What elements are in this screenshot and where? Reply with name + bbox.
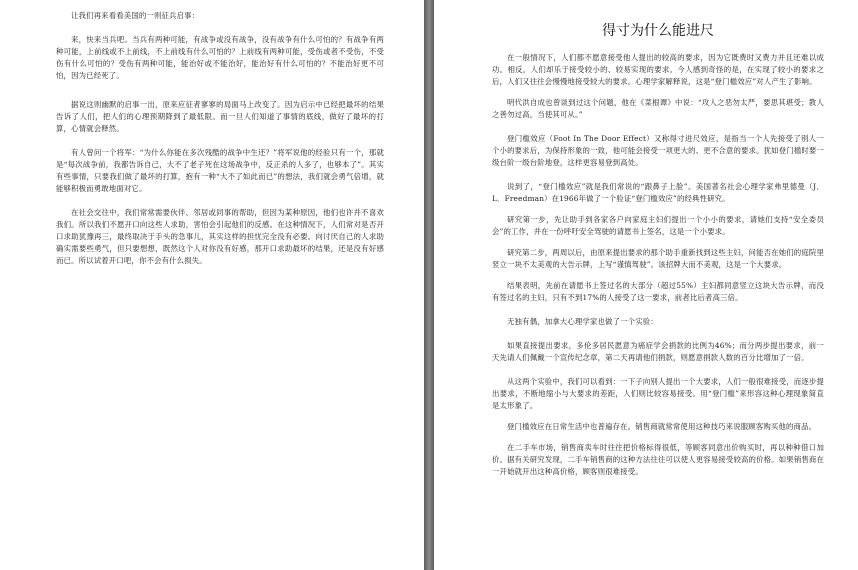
paragraph: 明代洪自成也曾谈到过这个问题，他在《菜根谭》中说：“攻人之恶勿太严，要思其堪受；教人之善勿过高，当使其可从。” — [492, 98, 824, 119]
paragraph: 登门槛效应（Foot In The Door Effect）又称得寸进尺效应，是指当一个人先接受了别人一个小的要求后，为保持形象的一致，他可能会接受一项更大的、更不合意的要求。犹如登门槛时要一级台阶一级台阶地登，这样更容易登到高处。 — [492, 134, 824, 167]
paragraph: 让我们再来看看美国的一则征兵启事： — [71, 11, 200, 20]
paragraph: 研究第二步，两周以后，由原来提出要求的那个助手重新找到这些主妇，问能否在她们的庭院里竖立一块不太美观的大告示牌，上写“谨慎驾驶”。该招牌大而不美观，这是一个大要求。 — [492, 248, 824, 269]
paragraph: 研究第一步，先让助手到各家各户向家庭主妇们提出一个小小的要求，请她们支持“安全委员会”的工作，并在一份呼吁安全驾驶的请愿书上签名，这是一个小要求。 — [492, 215, 824, 236]
paragraph: 在一般情况下，人们都不愿意接受他人提出的较高的要求，因为它既费时又费力并且还难以成功。相反，人们却乐于接受较小的、较易实现的要求。今人感到奇怪的是，在实现了较小的要求之后，人们又往往会慢慢地接受较大的要求。心理学家解释说，这是“登门槛效应”对人产生了影响。 — [492, 53, 824, 86]
paragraph: 有人曾问一个将军：“为什么你能在多次残酷的战争中生还？”将军说他的经验只有一个，那就是“每次战争前，我都告诉自己，大不了老子死在这场战争中，反正杀的人多了，也够本了”。其实有些事情，只要我们做了最坏的打算，抱有一种“大不了如此而已”的想法，我们就会勇气倍增，就能够积极而勇敢地面对它。 — [56, 148, 384, 193]
page-gutter — [424, 0, 434, 570]
right-page — [434, 0, 858, 570]
paragraph: 无独有偶，加拿大心理学家也做了一个实验： — [507, 317, 658, 326]
left-page-content — [56, 10, 384, 267]
paragraph: 据说这则幽默的启事一出，原来应征者寥寥的局面马上改变了。因为启示中已经把最坏的结果告诉了人们，把人们的心理预期降到了最低限。而一旦人们知道了事情的底线，做好了最坏的打算，心情就会释然。 — [56, 100, 384, 133]
paragraph: 在二手车市场，销售商卖车时往往把价格标得很低，等顾客同意出价购买时，再以种种借口加价。据有关研究发现，二手车销售商的这种方法往往可以使人更容易接受较高的价格。如果销售商在一开始就开出这种高价格，顾客则很难接受。 — [492, 443, 824, 476]
chapter-title: 得寸为什么能进尺 — [602, 23, 714, 39]
paragraph: 来，快来当兵吧。当兵有两种可能，有战争或没有战争，没有战争有什么可怕的？有战争有两种可能，上前线或不上前线，不上前线有什么可怕的？上前线有两种可能，受伤或者不受伤，不受伤有什么可怕的？受伤有两种可能，能治好或不能治好，能治好有什么可怕的？不能治好更不可怕，因为已经死了。 — [56, 35, 384, 80]
right-page-content — [492, 22, 824, 478]
paragraph: 登门槛效应在日常生活中也普遍存在。销售商就常常使用这种技巧来说服顾客购买他的商品。 — [507, 422, 817, 431]
left-page — [0, 0, 424, 570]
paragraph: 在社会交往中，我们常常需要伙伴、邻居或同事的帮助，但因为某种原因，他们也许并不喜欢我们。所以我们不愿开口向这些人求助，害怕会引起他们的反感。在这种情况下，人们常对是否开口求助犹豫再三，最终取决于手头的急事儿，其实这样的担忧完全没有必要。向讨厌自己的人求助确实需要些勇气，但只要想想，既然这个人对你没有好感，那开口求助最坏的结果，还是没有好感而已。所以试着开口吧，你不会有什么损失。 — [56, 208, 384, 265]
paragraph: 结果表明，先前在请愿书上签过名的大部分（超过55%）主妇都同意竖立这块大告示牌，而没有签过名的主妇，只有不到17%的人接受了这一要求，前者比后者高三倍。 — [492, 281, 824, 302]
paragraph: 说到了，“登门槛效应”就是我们常说的“跟鼻子上脸”。美国著名社会心理学家弗里德曼（J．L．Freedman）在1966年做了一个验证“登门槛效应”的经典性研究。 — [492, 182, 824, 203]
paragraph: 如果直接提出要求，多伦多居民愿意为癌症学会捐款的比例为46%；而分两步提出要求，前一天先请人们佩戴一个宣传纪念章，第二天再请他们捐款，则愿意捐款人数的百分比增加了一倍。 — [492, 341, 824, 362]
paragraph: 从这两个实验中，我们可以看到：一下子向别人提出一个大要求，人们一般很难接受，而逐步提出要求，不断地缩小与大要求的差距，人们则比较容易接受。用“登门槛”来形容这种心理现象简直是太形象了。 — [492, 377, 824, 410]
